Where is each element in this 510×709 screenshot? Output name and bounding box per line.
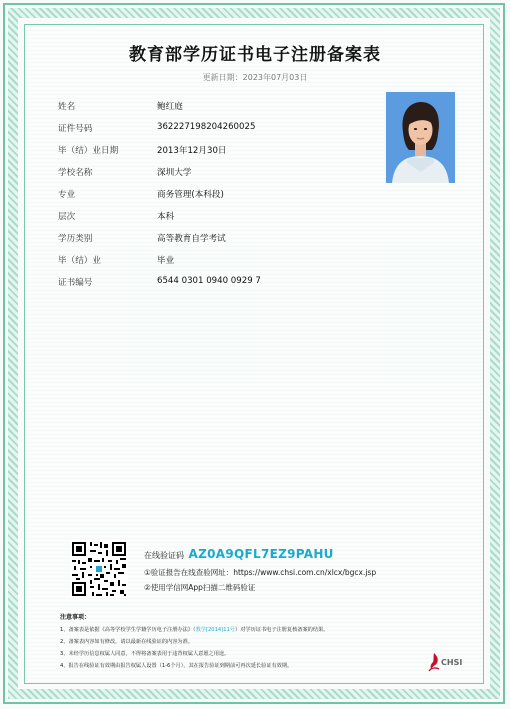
chsi-logo-text: CHSI <box>441 658 463 667</box>
verification-code-line <box>144 547 334 561</box>
document-title: 教育部学历证书电子注册备案表 <box>129 45 381 65</box>
note-1-prefix: 1、备案表是依据《高等学校学生学籍学历电子注册办法》（ <box>60 627 196 633</box>
portrait-photo <box>386 92 455 183</box>
verification-url-line: ①验证报告在线查验网址：https://www.chsi.com.cn/xlcx/bgcx.jsp <box>144 568 377 577</box>
verification-code-label: 在线验证码 <box>144 551 184 560</box>
field-label: 毕（结）业 <box>58 256 101 266</box>
field-value: 深圳大学 <box>157 168 192 178</box>
verification-panel <box>60 534 460 604</box>
chsi-logo-icon <box>427 652 441 672</box>
note-4: 4、报告在线验证有效期由报告权属人设置（1-6个月），其在报告验证到期前可再次延长验证有效期。 <box>60 663 293 669</box>
note-3: 3、未经学历信息权属人同意，不得将备案表用于违背权属人意愿之用途。 <box>60 651 230 657</box>
note-1-suffix: ）对学历证书电子注册复核备案的结果。 <box>235 627 329 633</box>
note-2: 2、备案表内容如有修改，请以最新在线验证的内容为准。 <box>60 639 193 645</box>
field-value: 高等教育自学考试 <box>157 234 226 244</box>
update-date: 更新日期：2023年07月03日 <box>202 73 308 82</box>
field-value: 本科 <box>157 212 175 222</box>
field-value: 毕业 <box>157 256 175 266</box>
notes-title: 注意事项： <box>60 614 91 621</box>
field-value: 鲍红庭 <box>157 102 183 112</box>
field-label: 证书编号 <box>58 278 93 288</box>
verification-code: AZ0A9QFL7EZ9PAHU <box>188 547 334 561</box>
field-value: 362227198204260025 <box>157 122 256 132</box>
field-label: 专业 <box>58 190 76 200</box>
field-value: 6544 0301 0940 0929 7 <box>157 276 261 286</box>
note-1 <box>60 626 328 633</box>
verification-app-line: ②使用学信网App扫描二维码验证 <box>144 583 256 592</box>
regulation-link[interactable]: 教学[2014]11号 <box>195 627 235 633</box>
field-label: 毕（结）业日期 <box>58 146 119 156</box>
qr-code[interactable] <box>70 540 128 598</box>
field-label: 学校名称 <box>58 168 93 178</box>
field-label: 姓名 <box>58 102 76 112</box>
field-value: 商务管理(本科段) <box>157 190 224 200</box>
field-label: 学历类别 <box>58 234 93 244</box>
chsi-logo <box>427 652 467 672</box>
field-label: 层次 <box>58 212 76 222</box>
field-value: 2013年12月30日 <box>157 146 227 156</box>
field-label: 证件号码 <box>58 124 93 134</box>
